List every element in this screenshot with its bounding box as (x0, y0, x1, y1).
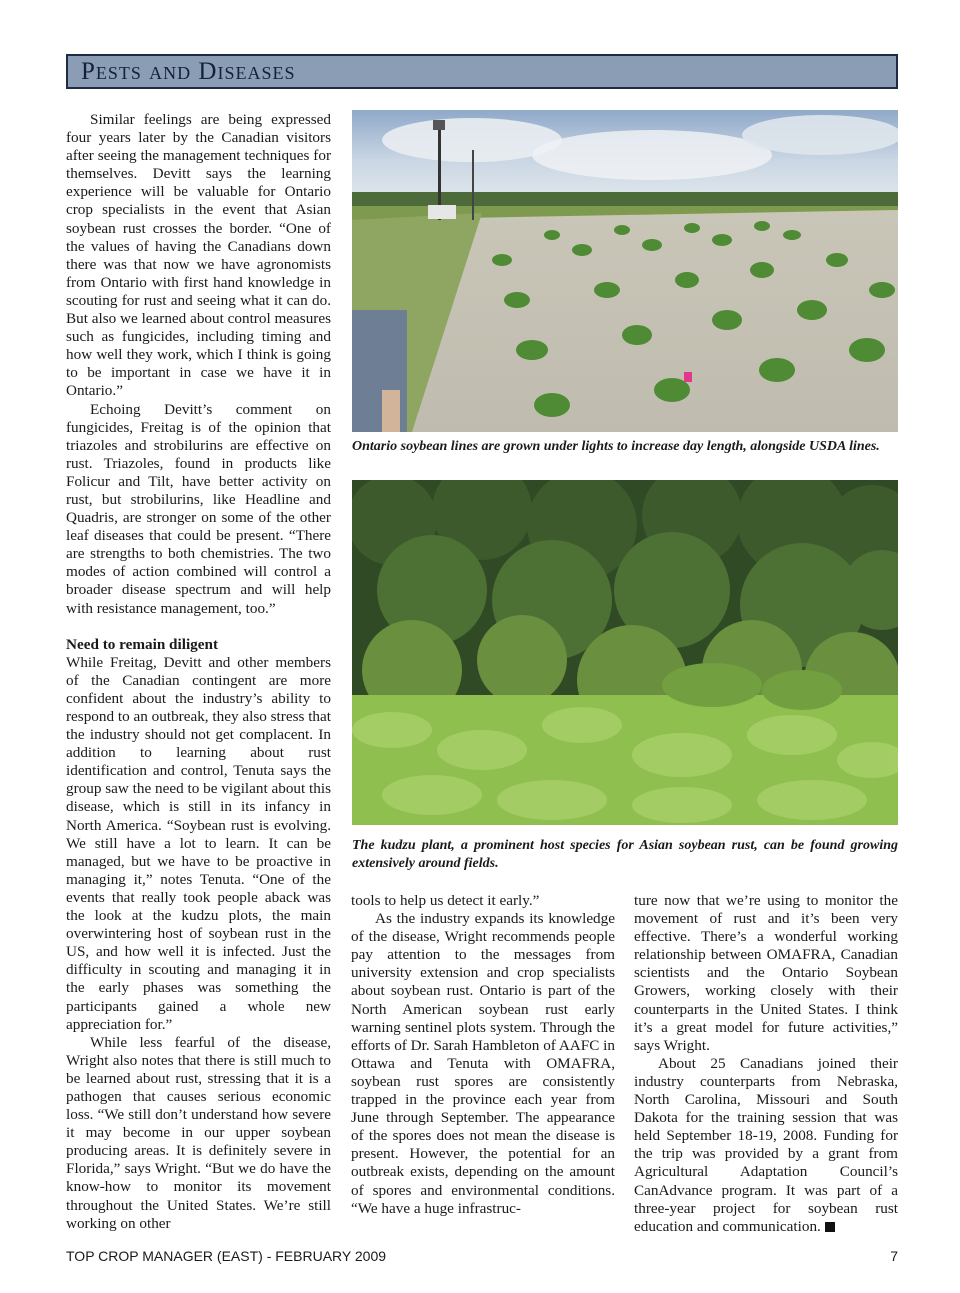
article-column-2 (351, 892, 615, 1241)
section-title: Pests and Diseases (81, 57, 296, 85)
publication-info: TOP CROP MANAGER (EAST) - FEBRUARY 2009 (66, 1248, 387, 1264)
paragraph: While less fearful of the disease, Wright also notes that there is still much to be learned about rust, stressing that it is a pathogen that causes serious economic loss. “We still don’t understand how severe it may become in our upper soybean producing areas. It is definitely severe in Florida,” says Wright. “But we do have the know-how to monitor its movement throughout the United States. We’re still working on other (66, 1033, 331, 1232)
subheading: Need to remain diligent (66, 635, 219, 653)
photo-caption: Ontario soybean lines are grown under lights to increase day length, alongside USDA lines. (352, 439, 880, 454)
article-column-1 (66, 111, 331, 1241)
photo-caption: The kudzu plant, a prominent host species for Asian soybean rust, can be found growing extensively around fields. (352, 838, 898, 871)
paragraph: ture now that we’re using to monitor the movement of rust and it’s been very effective. There’s a wonderful working relationship between OMAFRA, Canadian scientists and the Ontario Soybean Growers, working closely with their counterparts in the United States. I think it’s a great model for future activities,” says Wright. (634, 892, 898, 1054)
paragraph-text: About 25 Canadians joined their industry counterparts from Nebraska, North Carolina, Missouri and South Dakota for the training session that was held September 18-19, 2008. Funding for the trip was provided by a grant from Agricultural Adaptation Council’s CanAdvance program. It was part of a three-year project for soybean rust education and communication. (634, 1054, 898, 1235)
paragraph: tools to help us detect it early.” (351, 892, 540, 909)
page-footer (66, 1248, 898, 1264)
soybean-field-photo (352, 110, 898, 432)
paragraph: Echoing Devitt’s comment on fungicides, Freitag is of the opinion that triazoles and strobilurins are effective on rust. Triazoles, found in products like Folicur and Tilt, have better activity on rust, but strobilurins, like Headline and Quadris, are stronger on some of the other leaf diseases that could be present. “There are strengths to both chemistries. The two modes of action combined will control a broader disease spectrum and will help with resistance management, too.” (66, 400, 331, 617)
section-header (66, 54, 898, 89)
article-column-3 (634, 892, 898, 1241)
soybean-field-image (352, 110, 898, 432)
kudzu-photo (352, 480, 898, 825)
paragraph: While Freitag, Devitt and other members of the Canadian contingent are more confident about the industry’s ability to respond to an outbreak, they also stress that the industry should not get complacent. In addition to learning about rust identification and control, Tenuta says the group saw the need to be vigilant about this disease, which is still in its infancy in North America. “Soybean rust is evolving. We still have a lot to learn. It can be managed, but we have to be proactive in managing it,” notes Tenuta. “One of the events that really took people aback was the look at the kudzu plots, the main overwintering host of soybean rust in the US, and how well it is infected. Just the difficulty in scouting and managing it in the early phases was something the participants gained a whole new appreciation for.” (66, 653, 331, 1033)
page-number: 7 (890, 1248, 898, 1264)
kudzu-image (352, 480, 898, 825)
paragraph: As the industry expands its knowledge of the disease, Wright recommends people pay attention to the messages from university extension and crop specialists about soybean rust. Ontario is part of the North American soybean rust early warning sentinel plots system. Through the efforts of Dr. Sarah Hambleton of AAFC in Ottawa and Tenuta with OMAFRA, soybean rust spores are consistently trapped in the province each year from June through September. The appearance of the spores does not mean the disease is present. However, the potential for an outbreak exists, depending on the amount of spores and environmental conditions. “We have a huge infrastruc- (351, 910, 615, 1217)
paragraph (634, 1055, 898, 1236)
end-of-article-mark (825, 1222, 835, 1232)
paragraph: Similar feelings are being expressed four years later by the Canadian visitors after seeing the management techniques for themselves. Devitt says the learning experience will be valuable for Ontario crop specialists in the event that Asian soybean rust crosses the border. “One of the values of having the Canadians down there was that now we have agronomists from Ontario with first hand knowledge in scouting for rust and seeing what it can do. But also we learned about control measures such as fungicides, including timing and how well they work, which I think is going to be important in case we have it in Ontario.” (66, 111, 331, 400)
